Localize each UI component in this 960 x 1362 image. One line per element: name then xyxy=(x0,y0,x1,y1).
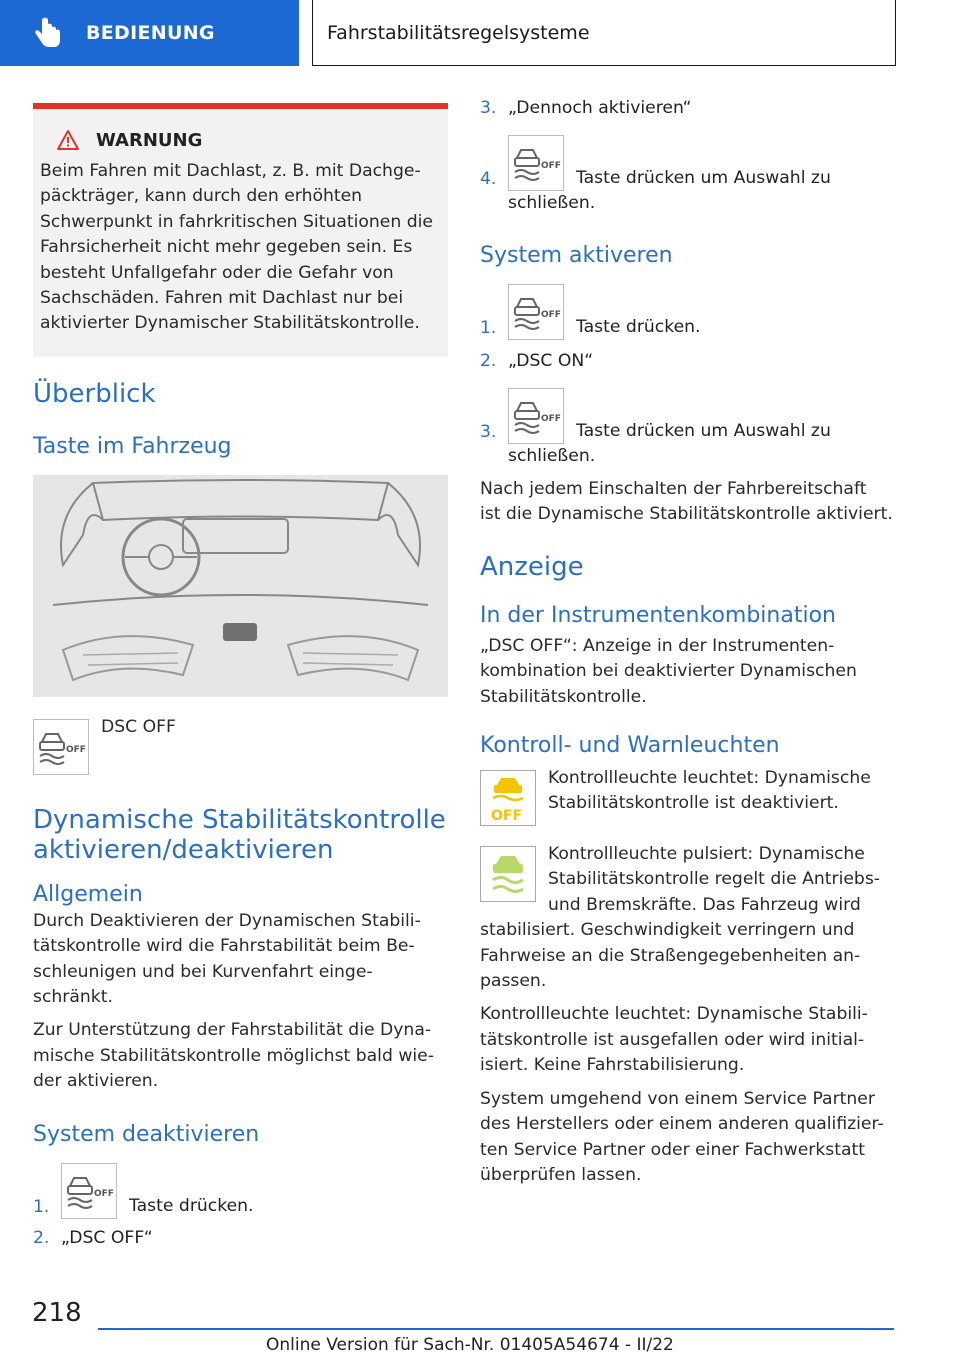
chapter-title: Fahrstabilitätsregelsysteme xyxy=(327,21,590,44)
left-column xyxy=(33,103,448,1251)
lamp-dsc-active: Kontrollleuchte pulsiert: Dynamische Stabilitätskontrolle regelt die Antriebs- und Bremskräfte. Das Fahrzeug wird xyxy=(480,846,900,918)
cluster-text: „DSC OFF“: Anzeige in der Instrumenten- kombination bei deaktivierter Dynamischen Stabilitätskontrolle. xyxy=(480,635,857,707)
dsc-button-legend xyxy=(33,716,448,775)
activate-heading: System aktiveren xyxy=(480,243,673,268)
general-paragraph-1: Durch Deaktivieren der Dynamischen Stabili- tätskontrolle wird die Fahrstabilität beim Be- schleunigen und bei Kurvenfahrt einge- schränkt. xyxy=(33,910,421,1008)
footer-text: Online Version für Sach-Nr. 01405A54674 - II/22 xyxy=(266,1335,674,1355)
dsc-off-button-icon xyxy=(61,1163,117,1219)
service-text: System umgehend von einem Service Partner des Herstellers oder einem anderen qualifizier- ten Service Partner oder einer Fachwerkstatt überprüfen lassen. xyxy=(480,1088,884,1185)
svg-text:OFF: OFF xyxy=(491,808,523,825)
general-heading: Allgemein xyxy=(33,881,143,907)
dsc-heading: Dynamische Stabilitätskontrolle aktivieren/deaktivieren xyxy=(33,804,446,865)
button-heading: Taste im Fahrzeug xyxy=(33,433,232,459)
dsc-off-button-icon xyxy=(33,719,89,775)
dsc-off-button-icon xyxy=(508,388,564,444)
svg-text:OFF: OFF xyxy=(541,310,561,320)
chapter-header xyxy=(312,0,896,66)
warning-title: WARNUNG xyxy=(96,129,203,151)
general-paragraph-2: Zur Unterstützung der Fahrstabilität die Dyna- mische Stabilitätskontrolle möglichst bald wie- der aktivieren. xyxy=(33,1020,434,1092)
svg-text:OFF: OFF xyxy=(94,1188,114,1199)
lamps-heading: Kontroll- und Warnleuchten xyxy=(480,733,780,759)
overview-heading: Überblick xyxy=(33,378,156,409)
deactivate-step-1: 1. OFF Taste drücken. xyxy=(33,1163,448,1220)
section-tab xyxy=(0,0,299,66)
activate-step-3: 3. OFF Taste drücken um Auswahl zu schließen. xyxy=(480,388,900,469)
right-column xyxy=(480,96,900,1188)
dsc-off-label: DSC OFF xyxy=(101,716,176,737)
svg-text:OFF: OFF xyxy=(541,161,561,171)
page-number: 218 xyxy=(32,1298,82,1328)
cluster-heading: In der Instrumentenkombination xyxy=(480,602,836,628)
activate-step-2: 2. „DSC ON“ xyxy=(480,351,594,371)
footer-divider xyxy=(98,1328,894,1330)
deactivate-step-4: 4. OFF Taste drücken um Auswahl zu schließen. xyxy=(480,135,900,216)
dsc-off-lamp-icon xyxy=(480,770,536,826)
deactivate-step-2: 2. „DSC OFF“ xyxy=(33,1227,153,1248)
lamp-dsc-off: OFF Kontrollleuchte leuchtet: Dynamische Stabilitätskontrolle ist deaktiviert. xyxy=(480,770,900,826)
lamp-dsc-active-continued: stabilisiert. Geschwindigkeit verringern und Fahrweise an die Straßengegebenheiten an- passen. xyxy=(480,920,861,992)
deactivate-heading: System deaktivieren xyxy=(33,1121,260,1147)
dsc-off-button-icon xyxy=(508,284,564,340)
warning-box xyxy=(33,103,448,357)
dsc-active-lamp-icon xyxy=(480,846,536,902)
display-heading: Anzeige xyxy=(480,551,584,582)
warning-text: Beim Fahren mit Dachlast, z. B. mit Dachge- päckträger, kann durch den erhöhten Schwerpunkt in fahrkritischen Situationen die Fahrsicherheit nicht mehr gegeben sein. Es besteht Unfallgefahr oder die Gefahr von Sachschäden. Fahren mit Dachlast nur bei aktivierter Dynamischer Stabilitätskontrolle. xyxy=(40,161,433,334)
lamp-fault-text: Kontrollleuchte leuchtet: Dynamische Stabili- tätskontrolle ist ausgefallen oder wird initial- isiert. Keine Fahrstabilisierung. xyxy=(480,1004,868,1076)
svg-text:OFF: OFF xyxy=(541,414,561,424)
warning-triangle-icon xyxy=(56,129,80,151)
hand-pointer-icon xyxy=(30,16,64,50)
deactivate-step-3: 3. „Dennoch aktivieren“ xyxy=(480,98,692,118)
activate-step-1: 1. OFF Taste drücken. xyxy=(480,284,900,341)
after-activate-text: Nach jedem Einschalten der Fahrbereitschaft ist die Dynamische Stabilitätskontrolle aktiviert. xyxy=(480,479,893,525)
section-title: BEDIENUNG xyxy=(86,22,215,44)
cockpit-illustration xyxy=(33,475,448,697)
svg-text:OFF: OFF xyxy=(66,744,86,755)
dsc-off-button-icon xyxy=(508,135,564,191)
